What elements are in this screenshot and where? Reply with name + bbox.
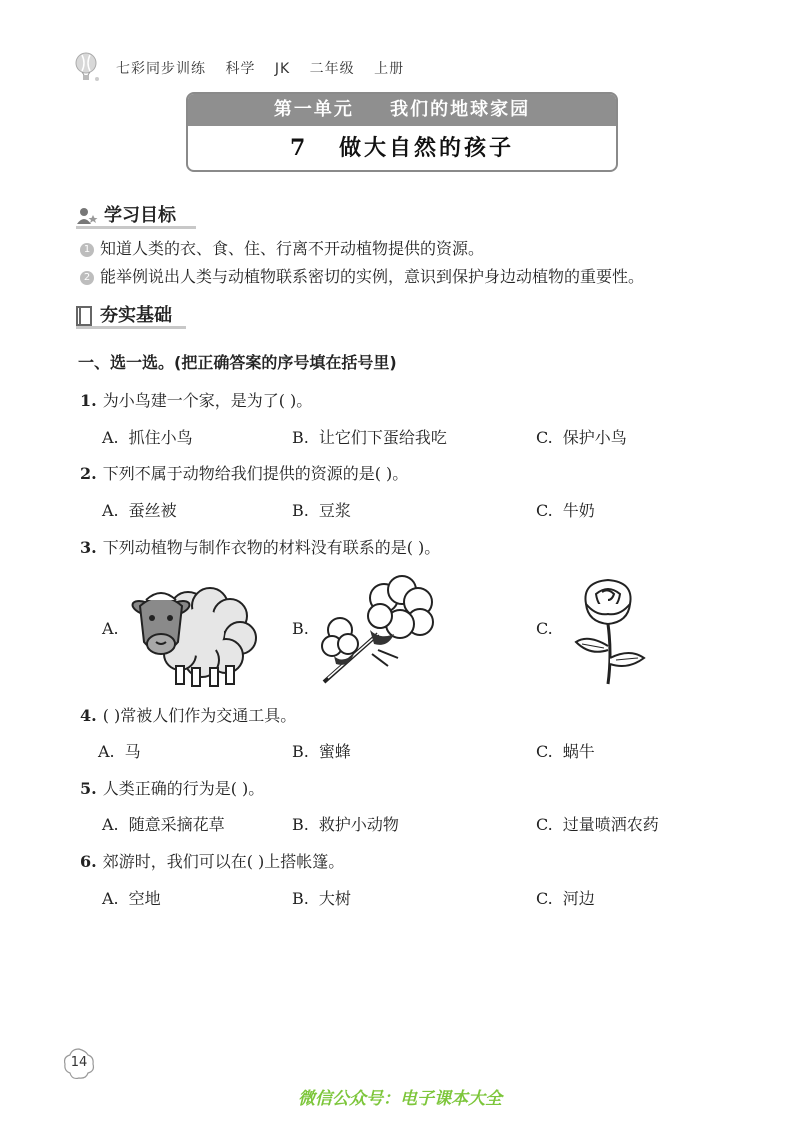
unit-title-box bbox=[186, 92, 618, 172]
option-b: B. 救护小动物 bbox=[292, 815, 399, 834]
question-number: 6. bbox=[80, 852, 97, 871]
goal-text: 能举例说出人类与动植物联系密切的实例，意识到保护身边动植物的重要性。 bbox=[100, 267, 645, 286]
question-number: 1. bbox=[80, 391, 97, 410]
option-a: A. 马 bbox=[98, 742, 141, 761]
question-text: ( )常被人们作为交通工具。 bbox=[102, 706, 297, 725]
goals-heading-text: 学习目标 bbox=[104, 205, 176, 226]
basics-heading-text: 夯实基础 bbox=[100, 305, 172, 326]
rose-image bbox=[568, 574, 650, 686]
learner-icon bbox=[76, 206, 98, 226]
lesson-number: 7 bbox=[290, 135, 309, 161]
option-a: A. 随意采摘花草 bbox=[102, 815, 225, 834]
option-b: B. 豆浆 bbox=[292, 501, 351, 520]
option-c: C. 牛奶 bbox=[536, 501, 595, 520]
question-number: 5. bbox=[80, 779, 97, 798]
option-b-label: B. bbox=[292, 619, 309, 638]
cotton-image bbox=[318, 574, 442, 686]
question-number: 2. bbox=[80, 464, 97, 483]
header-volume: 上册 bbox=[374, 61, 405, 77]
header-series: 七彩同步训练 bbox=[116, 61, 206, 77]
question-3 bbox=[80, 535, 440, 558]
goal-number: 2 bbox=[80, 271, 94, 285]
goal-text: 知道人类的衣、食、住、行离不开动植物提供的资源。 bbox=[100, 239, 485, 258]
option-b: B. 让它们下蛋给我吃 bbox=[292, 428, 447, 447]
option-b: B. 蜜蜂 bbox=[292, 742, 351, 761]
option-a-label: A. bbox=[102, 619, 119, 638]
question-number: 4. bbox=[80, 706, 97, 725]
question-5 bbox=[80, 776, 264, 799]
option-a: A. 抓住小鸟 bbox=[102, 428, 193, 447]
header-edition: JK bbox=[274, 61, 291, 77]
option-c: C. 蜗牛 bbox=[536, 742, 595, 761]
lesson-title-text: 做大自然的孩子 bbox=[338, 135, 514, 161]
option-c: C. 河边 bbox=[536, 889, 595, 908]
option-c: C. 保护小鸟 bbox=[536, 428, 627, 447]
page-number: 14 bbox=[70, 1055, 88, 1070]
option-c-label: C. bbox=[536, 619, 553, 638]
header-subject: 科学 bbox=[225, 61, 256, 77]
option-a: A. 空地 bbox=[102, 889, 161, 908]
question-text: 郊游时，我们可以在( )上搭帐篷。 bbox=[102, 852, 345, 871]
part-one-title: 一、选一选。(把正确答案的序号填在括号里) bbox=[78, 353, 397, 372]
running-header bbox=[116, 58, 418, 78]
goal-number: 1 bbox=[80, 243, 94, 257]
footer-watermark: 微信公众号：电子课本大全 bbox=[298, 1089, 502, 1109]
goal-item bbox=[80, 236, 484, 259]
lesson-title bbox=[188, 126, 616, 170]
unit-banner bbox=[188, 94, 616, 126]
goals-underline bbox=[76, 226, 196, 229]
question-text: 下列不属于动物给我们提供的资源的是( )。 bbox=[102, 464, 409, 483]
question-2 bbox=[80, 461, 408, 484]
question-number: 3. bbox=[80, 538, 97, 557]
question-text: 人类正确的行为是( )。 bbox=[102, 779, 265, 798]
question-4 bbox=[80, 703, 296, 726]
book-icon bbox=[76, 306, 94, 326]
option-c: C. 过量喷洒农药 bbox=[536, 815, 659, 834]
option-a: A. 蚕丝被 bbox=[102, 501, 177, 520]
unit-name: 我们的地球家园 bbox=[390, 99, 531, 120]
question-1 bbox=[80, 388, 312, 411]
balloon-logo-icon bbox=[74, 52, 102, 82]
question-6 bbox=[80, 849, 344, 872]
header-grade: 二年级 bbox=[309, 61, 355, 77]
basics-heading bbox=[76, 301, 172, 327]
basics-underline bbox=[76, 326, 186, 329]
goal-item bbox=[80, 264, 644, 287]
question-text: 为小鸟建一个家，是为了( )。 bbox=[102, 391, 313, 410]
unit-label: 第一单元 bbox=[273, 99, 354, 120]
question-text: 下列动植物与制作衣物的材料没有联系的是( )。 bbox=[102, 538, 441, 557]
sheep-image bbox=[126, 580, 258, 688]
goals-heading bbox=[76, 201, 176, 227]
option-b: B. 大树 bbox=[292, 889, 351, 908]
